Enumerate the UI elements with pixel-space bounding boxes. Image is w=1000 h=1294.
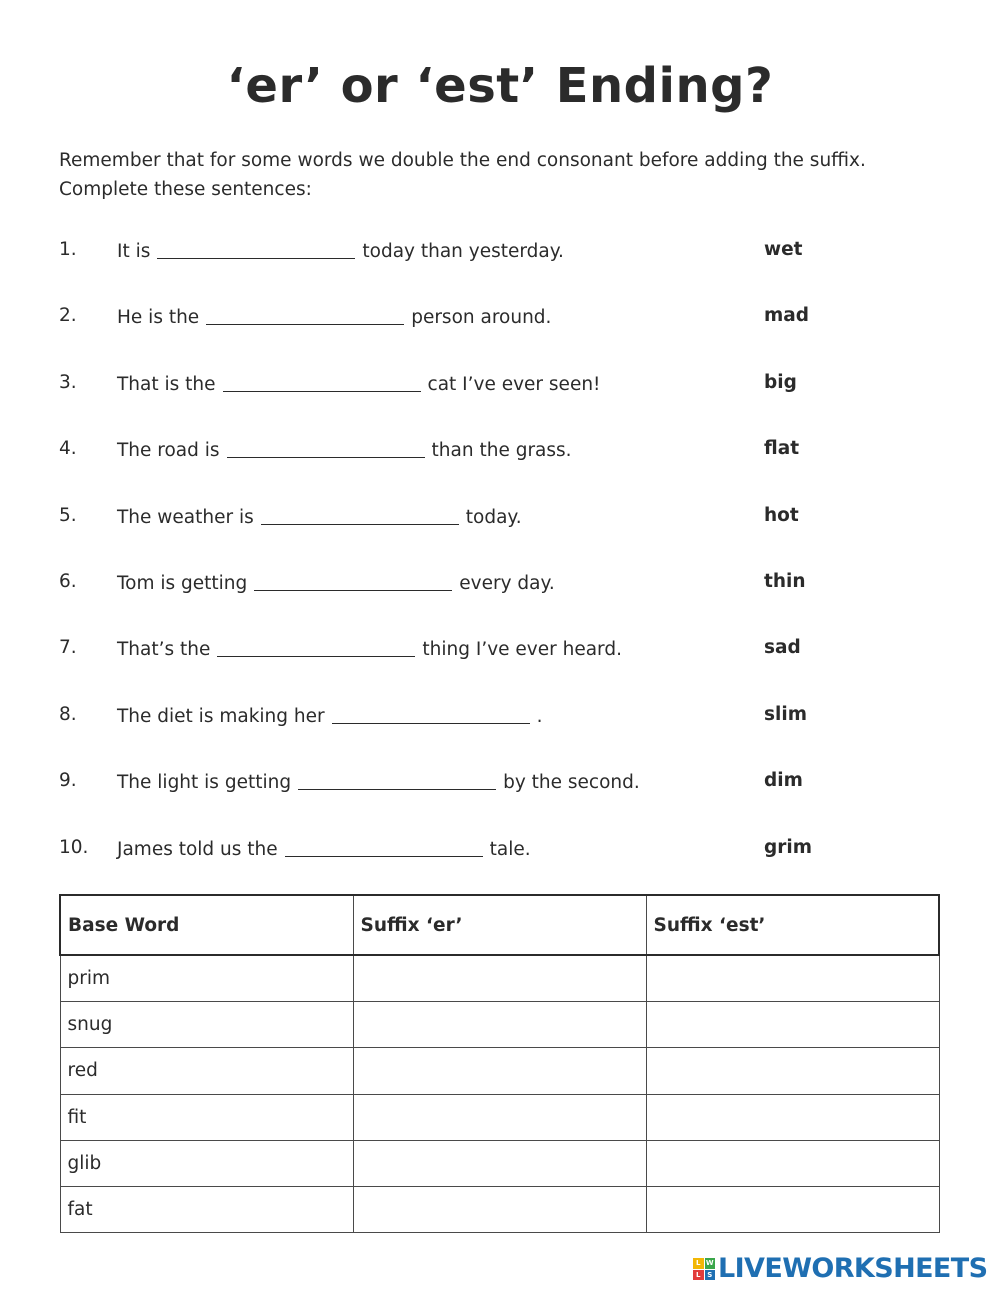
sentence-start: The light is getting xyxy=(117,772,292,794)
question-number: 5. xyxy=(59,504,77,526)
logo-mark-icon xyxy=(693,1258,715,1280)
table-row xyxy=(60,1002,939,1048)
base-word-cell: glib xyxy=(60,1140,353,1186)
question-number: 2. xyxy=(59,305,77,327)
base-word-cell: fit xyxy=(60,1094,353,1140)
sentence-start: Tom is getting xyxy=(117,572,248,594)
root-word: big xyxy=(764,371,797,393)
sentence-start: It is xyxy=(117,241,151,262)
question-list xyxy=(59,236,819,900)
question-row xyxy=(59,701,819,767)
question-row xyxy=(59,568,819,634)
sentence-end: than the grass. xyxy=(431,440,572,462)
table-header-row xyxy=(60,895,939,955)
question-sentence xyxy=(117,302,551,332)
sentence-end: today. xyxy=(465,506,522,528)
root-word: hot xyxy=(764,504,799,526)
root-word: thin xyxy=(764,570,806,592)
question-sentence xyxy=(117,236,564,266)
sentence-start: That is the xyxy=(117,373,216,395)
question-sentence xyxy=(117,701,543,731)
question-row xyxy=(59,834,819,900)
sentence-end: tale. xyxy=(489,838,531,860)
answer-blank[interactable] xyxy=(298,769,496,790)
instruction-line: Remember that for some words we double the end consonant before adding the suffix. xyxy=(59,150,866,171)
logo-text: LIVEWORKSHEETS xyxy=(718,1253,988,1284)
question-number: 7. xyxy=(59,637,77,659)
answer-blank[interactable] xyxy=(223,371,421,392)
suffix-er-cell[interactable] xyxy=(353,1094,646,1140)
question-number: 4. xyxy=(59,438,77,460)
question-sentence xyxy=(117,568,555,598)
liveworksheets-logo[interactable] xyxy=(693,1253,988,1284)
suffix-er-cell[interactable] xyxy=(353,1186,646,1232)
sentence-end: cat I’ve ever seen! xyxy=(427,373,601,395)
logo-mark-cell: S xyxy=(705,1270,716,1281)
sentence-end: by the second. xyxy=(503,772,640,794)
question-sentence xyxy=(117,369,600,399)
suffix-est-cell[interactable] xyxy=(646,955,939,1002)
question-row xyxy=(59,369,819,435)
instructions xyxy=(59,146,866,204)
question-row xyxy=(59,236,819,302)
logo-mark-cell: L xyxy=(693,1270,704,1281)
instruction-line: Complete these sentences: xyxy=(59,179,312,200)
question-row xyxy=(59,302,819,368)
question-sentence xyxy=(117,634,622,664)
question-row xyxy=(59,502,819,568)
answer-blank[interactable] xyxy=(285,836,483,857)
question-row xyxy=(59,634,819,700)
sentence-start: He is the xyxy=(117,307,200,329)
suffix-er-cell[interactable] xyxy=(353,955,646,1002)
column-header-base-word: Base Word xyxy=(60,895,353,955)
root-word: mad xyxy=(764,305,810,327)
suffix-er-cell[interactable] xyxy=(353,1048,646,1094)
question-number: 3. xyxy=(59,371,77,393)
question-number: 9. xyxy=(59,770,77,792)
sentence-start: That’s the xyxy=(117,639,211,661)
question-sentence xyxy=(117,502,522,532)
base-word-cell: prim xyxy=(60,955,353,1002)
sentence-start: The road is xyxy=(117,440,220,462)
answer-blank[interactable] xyxy=(157,238,355,259)
question-number: 1. xyxy=(59,239,77,260)
root-word: wet xyxy=(764,239,803,260)
answer-blank[interactable] xyxy=(254,570,452,591)
suffix-er-cell[interactable] xyxy=(353,1002,646,1048)
answer-blank[interactable] xyxy=(227,437,425,458)
sentence-start: The diet is making her xyxy=(117,705,325,727)
sentence-end: every day. xyxy=(459,572,555,594)
answer-blank[interactable] xyxy=(217,636,415,657)
question-sentence xyxy=(117,834,531,864)
suffix-er-cell[interactable] xyxy=(353,1140,646,1186)
question-sentence xyxy=(117,767,640,797)
root-word: flat xyxy=(764,438,800,460)
logo-mark-cell: L xyxy=(693,1258,704,1269)
suffix-table xyxy=(59,894,940,1233)
table-row xyxy=(60,1094,939,1140)
sentence-end: . xyxy=(536,705,543,727)
suffix-est-cell[interactable] xyxy=(646,1048,939,1094)
base-word-cell: red xyxy=(60,1048,353,1094)
root-word: grim xyxy=(764,836,812,858)
question-sentence xyxy=(117,435,572,465)
base-word-cell: snug xyxy=(60,1002,353,1048)
sentence-start: James told us the xyxy=(117,838,278,860)
table-row xyxy=(60,1048,939,1094)
suffix-est-cell[interactable] xyxy=(646,1002,939,1048)
question-row xyxy=(59,435,819,501)
question-number: 6. xyxy=(59,570,77,592)
logo-mark-cell: W xyxy=(705,1259,714,1267)
answer-blank[interactable] xyxy=(206,304,404,325)
question-number: 10. xyxy=(59,836,89,858)
suffix-est-cell[interactable] xyxy=(646,1186,939,1232)
question-row xyxy=(59,767,819,833)
sentence-end: person around. xyxy=(411,307,552,329)
column-header-suffix-er: Suffix ‘er’ xyxy=(353,895,646,955)
table-row xyxy=(60,1140,939,1186)
root-word: slim xyxy=(764,703,807,725)
sentence-end: thing I’ve ever heard. xyxy=(422,639,622,661)
page-title: ‘er’ or ‘est’ Ending? xyxy=(226,58,774,114)
sentence-start: The weather is xyxy=(117,506,254,528)
base-word-cell: fat xyxy=(60,1186,353,1232)
suffix-est-cell[interactable] xyxy=(646,1094,939,1140)
suffix-est-cell[interactable] xyxy=(646,1140,939,1186)
table-row xyxy=(60,955,939,1002)
root-word: sad xyxy=(764,637,801,659)
sentence-end: today than yesterday. xyxy=(362,241,564,262)
root-word: dim xyxy=(764,770,803,792)
answer-blank[interactable] xyxy=(261,504,459,525)
table-row xyxy=(60,1186,939,1232)
column-header-suffix-est: Suffix ‘est’ xyxy=(646,895,939,955)
answer-blank[interactable] xyxy=(332,703,530,724)
question-number: 8. xyxy=(59,703,77,725)
